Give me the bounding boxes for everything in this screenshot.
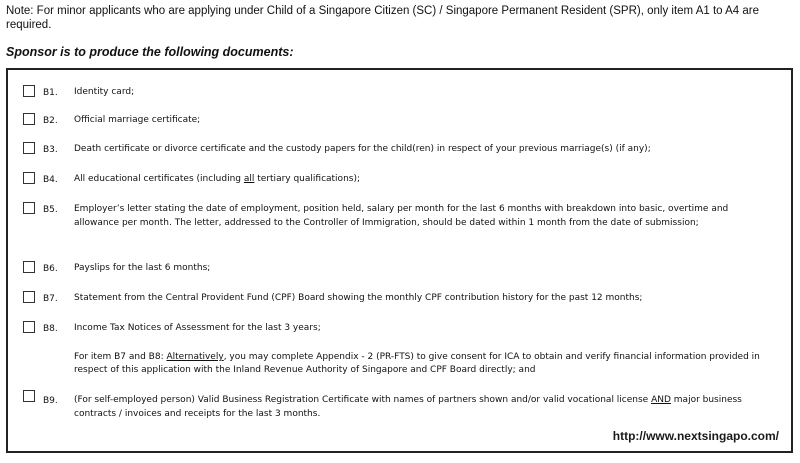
item-text: Employer’s letter stating the date of employment, position held, salary per month for the last 6 months with breakdown into basic, overtime and allowance per month. The letter, addressed to the Controller of Immigration, should be dated within 1 month from the date of submission;	[74, 204, 729, 228]
checkbox-b6[interactable]	[23, 261, 35, 273]
checkbox-b7[interactable]	[23, 291, 35, 303]
item-text: Income Tax Notices of Assessment for the last 3 years;	[74, 323, 321, 333]
checkbox-b5[interactable]	[23, 202, 35, 214]
checkbox-b4[interactable]	[23, 172, 35, 184]
sponsor-documents-heading: Sponsor is to produce the following documents:	[6, 45, 294, 59]
emphasis-all: all	[243, 174, 255, 184]
item-code: B9.	[43, 396, 58, 406]
checkbox-b9[interactable]	[23, 390, 35, 402]
item-text: Payslips for the last 6 months;	[74, 263, 211, 273]
item-text: Identity card;	[74, 87, 135, 97]
checkbox-b2[interactable]	[23, 113, 35, 125]
item-code: B4.	[43, 175, 58, 185]
emphasis-and: AND	[651, 395, 671, 405]
minor-applicants-note: Note: For minor applicants who are applying under Child of a Singapore Citizen (SC) / Singapore Permanent Resident (SPR), only item A1 to A4 are required.	[6, 5, 759, 31]
item-code: B6.	[43, 264, 58, 274]
document-checklist-box	[6, 68, 793, 453]
alternative-consent-note: For item B7 and B8: Alternatively, you may complete Appendix - 2 (PR-FTS) to give consent for ICA to obtain and verify financial information provided in respect of this application with the Inland Revenue Authority of Singapore and CPF Board directly; and	[74, 352, 760, 375]
item-code: B1.	[43, 88, 58, 98]
emphasis-alternatively: Alternatively	[166, 352, 224, 362]
item-code: B7.	[43, 294, 58, 304]
checkbox-b3[interactable]	[23, 142, 35, 154]
website-watermark: http://www.nextsingapo.com/	[612, 429, 779, 443]
item-text: All educational certificates (including all tertiary qualifications);	[74, 174, 361, 184]
item-code: B2.	[43, 116, 58, 126]
item-text: Death certificate or divorce certificate and the custody papers for the child(ren) in respect of your previous marriage(s) (if any);	[74, 144, 651, 154]
item-text: Official marriage certificate;	[74, 115, 201, 125]
item-code: B3.	[43, 145, 58, 155]
item-code: B5.	[43, 205, 58, 215]
checkbox-b1[interactable]	[23, 85, 35, 97]
item-text: (For self-employed person) Valid Business Registration Certificate with names of partners shown and/or valid vocational license AND major business contracts / invoices and receipts for the last 3 months.	[74, 395, 742, 419]
item-text: Statement from the Central Provident Fund (CPF) Board showing the monthly CPF contribution history for the past 12 months;	[74, 293, 643, 303]
checkbox-b8[interactable]	[23, 321, 35, 333]
item-code: B8.	[43, 324, 58, 334]
